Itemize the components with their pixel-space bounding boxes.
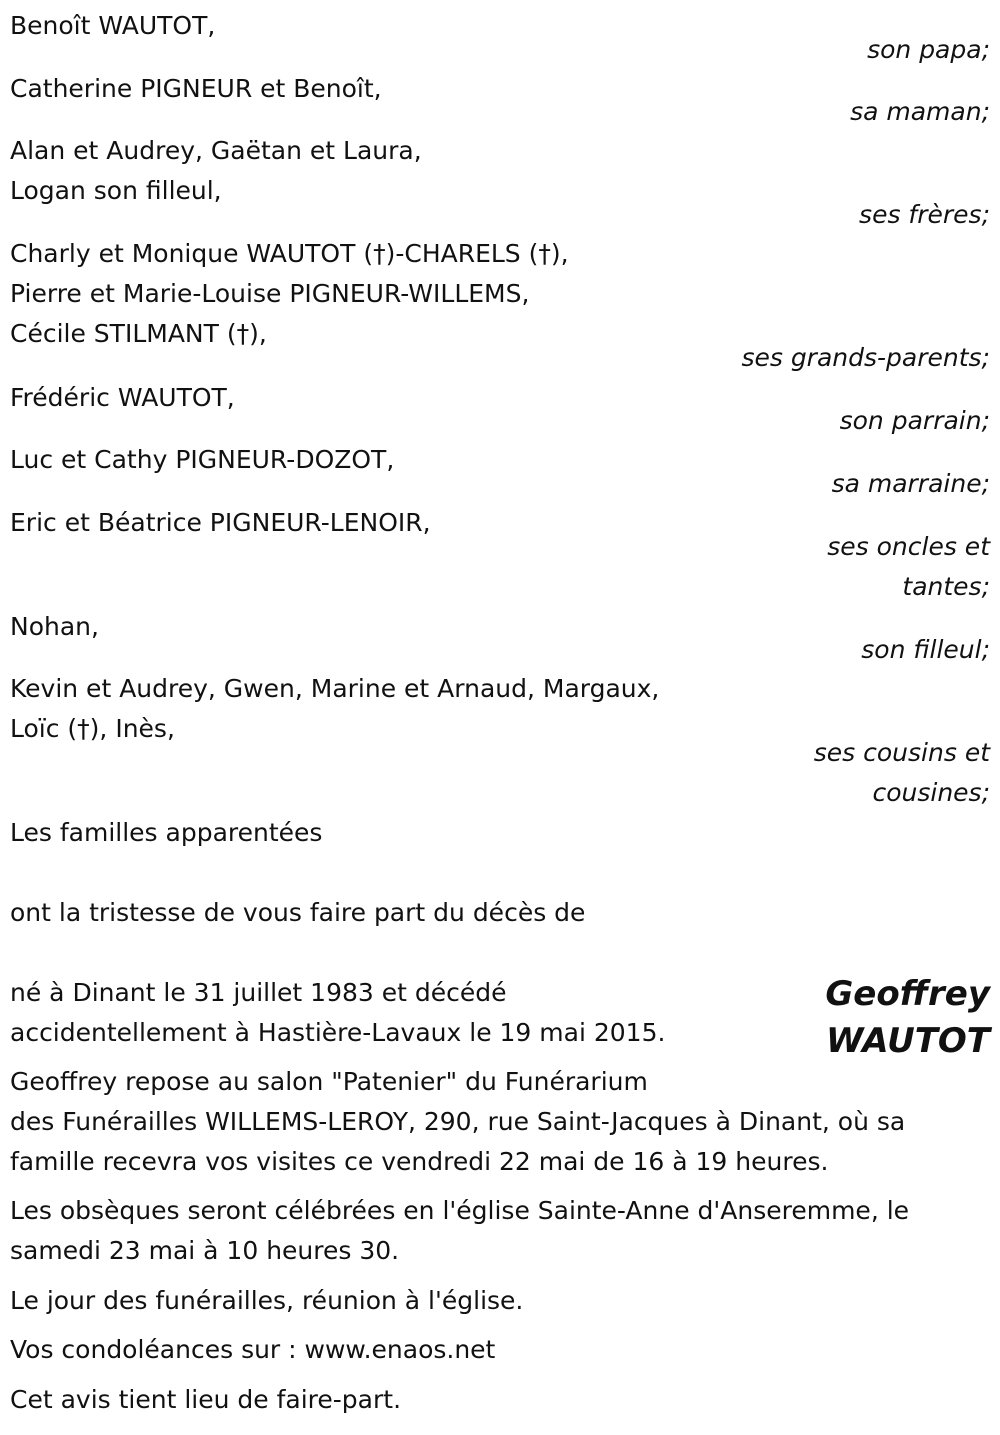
family-line: Catherine PIGNEUR et Benoît, bbox=[10, 74, 382, 103]
family-line: Frédéric WAUTOT, bbox=[10, 383, 235, 412]
relation-label: tantes; bbox=[902, 572, 990, 601]
visitation-line: des Funérailles WILLEMS-LEROY, 290, rue Saint-Jacques à Dinant, où sa bbox=[10, 1107, 906, 1136]
family-line: Logan son filleul, bbox=[10, 176, 222, 205]
relation-label: ses frères; bbox=[859, 200, 990, 229]
birth-death-line: né à Dinant le 31 juillet 1983 et décédé bbox=[10, 978, 507, 1007]
family-line: Eric et Béatrice PIGNEUR-LENOIR, bbox=[10, 508, 431, 537]
family-line: Loïc (†), Inès, bbox=[10, 714, 175, 743]
relation-label: sa maman; bbox=[850, 97, 990, 126]
family-line: Benoît WAUTOT, bbox=[10, 11, 216, 40]
family-line: Charly et Monique WAUTOT (†)-CHARELS (†), bbox=[10, 239, 569, 268]
deceased-last-name: WAUTOT bbox=[826, 1021, 990, 1061]
family-line: Kevin et Audrey, Gwen, Marine et Arnaud, Margaux, bbox=[10, 674, 660, 703]
meeting-text: Le jour des funérailles, réunion à l'église. bbox=[10, 1286, 524, 1315]
funeral-line: Les obsèques seront célébrées en l'église Sainte-Anne d'Anseremme, le bbox=[10, 1196, 910, 1225]
relation-label: son parrain; bbox=[839, 406, 990, 435]
announcement: ont la tristesse de vous faire part du décès de bbox=[10, 898, 586, 927]
birth-death-line: accidentellement à Hastière-Lavaux le 19 mai 2015. bbox=[10, 1018, 666, 1047]
visitation-line: famille recevra vos visites ce vendredi 22 mai de 16 à 19 heures. bbox=[10, 1147, 829, 1176]
family-line: Pierre et Marie-Louise PIGNEUR-WILLEMS, bbox=[10, 279, 530, 308]
relation-label: ses cousins et bbox=[813, 738, 990, 767]
family-line: Alan et Audrey, Gaëtan et Laura, bbox=[10, 136, 422, 165]
notice-text: Cet avis tient lieu de faire-part. bbox=[10, 1385, 402, 1414]
relation-label: sa marraine; bbox=[831, 469, 990, 498]
family-line: Luc et Cathy PIGNEUR-DOZOT, bbox=[10, 445, 395, 474]
family-line: Nohan, bbox=[10, 612, 99, 641]
funeral-line: samedi 23 mai à 10 heures 30. bbox=[10, 1236, 400, 1265]
related-families: Les familles apparentées bbox=[10, 818, 323, 847]
relation-label: ses grands-parents; bbox=[741, 343, 990, 372]
visitation-line: Geoffrey repose au salon "Patenier" du Funérarium bbox=[10, 1067, 648, 1096]
deceased-first-name: Geoffrey bbox=[825, 974, 990, 1014]
relation-label: cousines; bbox=[872, 778, 990, 807]
relation-label: ses oncles et bbox=[827, 532, 990, 561]
relation-label: son papa; bbox=[867, 35, 990, 64]
family-line: Cécile STILMANT (†), bbox=[10, 319, 267, 348]
relation-label: son filleul; bbox=[861, 635, 990, 664]
condolences-text: Vos condoléances sur : www.enaos.net bbox=[10, 1335, 496, 1364]
